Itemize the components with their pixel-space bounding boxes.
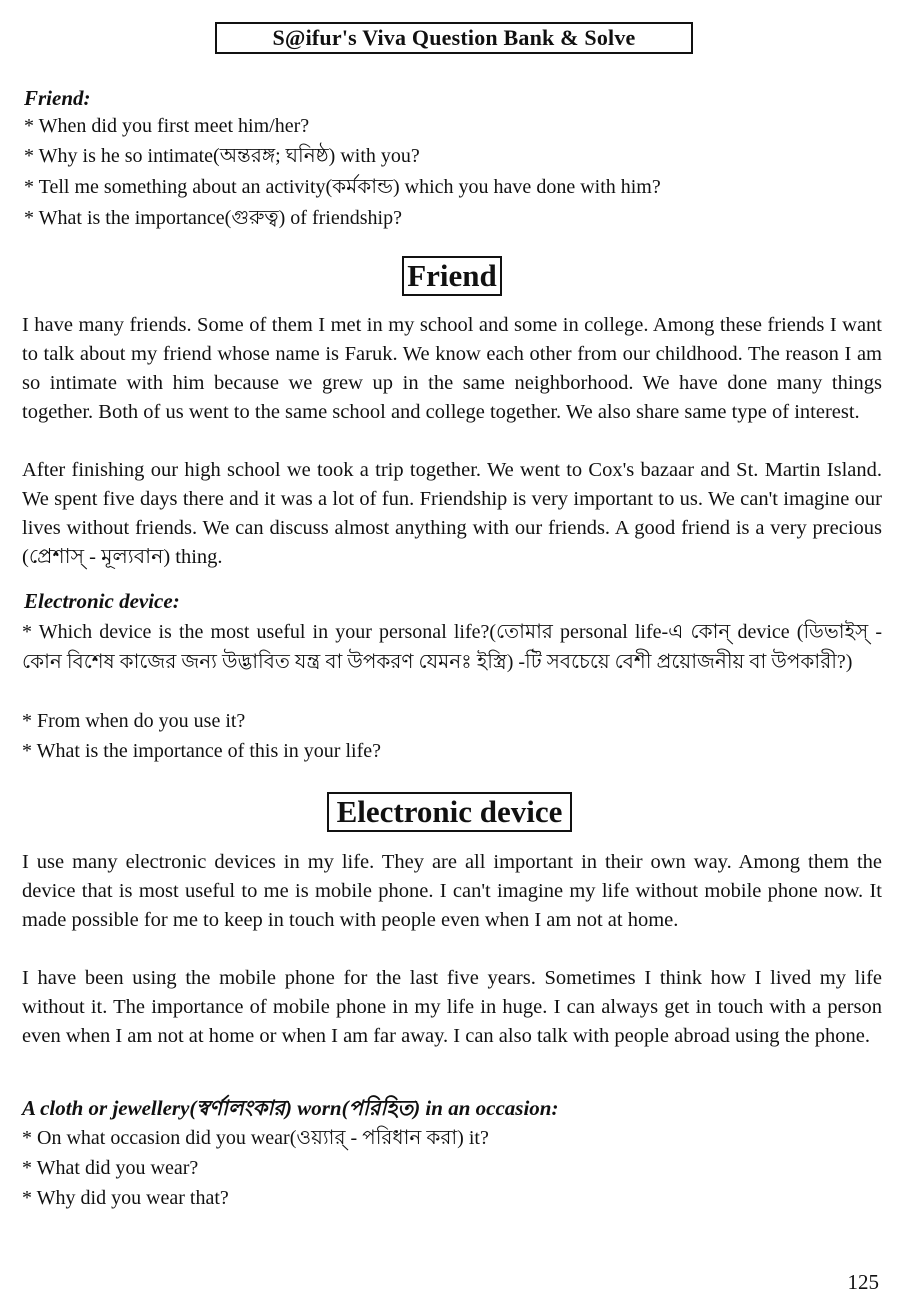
page-number: 125 — [847, 1270, 879, 1294]
page-header-title: S@ifur's Viva Question Bank & Solve — [215, 22, 693, 54]
cloth-question: * What did you wear? — [22, 1157, 199, 1179]
device-answer-title: Electronic device — [327, 792, 572, 832]
friend-question: * When did you first meet him/her? — [24, 115, 310, 137]
friend-answer-paragraph: I have many friends. Some of them I met in my school and some in college. Among these friends I want to talk about my friend whose name is Faruk. We know each other from our childhood. The reason I am so intimate with him because we grew up in the same neighborhood. We have done many things together. Both of us went to the same school and college together. We also share same type of interest. — [22, 314, 882, 423]
friend-answer-paragraph: After finishing our high school we took a trip together. We went to Cox's bazaar and St. Martin Island. We spent five days there and it was a lot of fun. Friendship is very important to us. We can't imagine our lives without friends. We can discuss almost anything with our friends. A good friend is a very precious (প্রেশাস্ - মূল্যবান) thing. — [22, 459, 882, 568]
device-question: * What is the importance of this in your life? — [22, 740, 381, 762]
device-answer-paragraph: I use many electronic devices in my life. They are all important in their own way. Among them the device that is most useful to me is mobile phone. I can't imagine my life without mobile phone now. It made possible for me to keep in touch with people even when I am not at home. — [22, 851, 882, 931]
friend-questions-heading: Friend: — [24, 86, 91, 110]
device-question-main: * Which device is the most useful in your personal life?(তোমার personal life-এ কোন্ device (ডিভাইস্ - কোন বিশেষ কাজের জন্য উদ্ভাবিত যন্ত্র বা উপকরণ যেমনঃ ইস্ত্রি) -টি সবচেয়ে বেশী প্রয়োজনীয় বা উপকারী?) — [22, 621, 882, 673]
device-question: * From when do you use it? — [22, 710, 246, 732]
cloth-question: * On what occasion did you wear(ওয়্যার্ - পরিধান করা) it? — [22, 1127, 489, 1149]
device-answer-paragraph: I have been using the mobile phone for the last five years. Sometimes I think how I lived my life without it. The importance of mobile phone in my life in huge. I can always get in touch with a person even when I am not at home or when I am far away. I can also talk with people abroad using the phone. — [22, 967, 882, 1047]
friend-question: * Why is he so intimate(অন্তরঙ্গ; ঘনিষ্ঠ) with you? — [24, 145, 420, 167]
friend-question: * Tell me something about an activity(কর্মকান্ড) which you have done with him? — [24, 176, 661, 198]
cloth-questions-heading: A cloth or jewellery(স্বর্ণালংকার) worn(পরিহিত) in an occasion: — [22, 1096, 559, 1120]
friend-question: * What is the importance(গুরুত্ব) of friendship? — [24, 207, 402, 229]
cloth-question: * Why did you wear that? — [22, 1187, 229, 1209]
friend-answer-title: Friend — [402, 256, 502, 296]
device-questions-heading: Electronic device: — [24, 589, 180, 613]
